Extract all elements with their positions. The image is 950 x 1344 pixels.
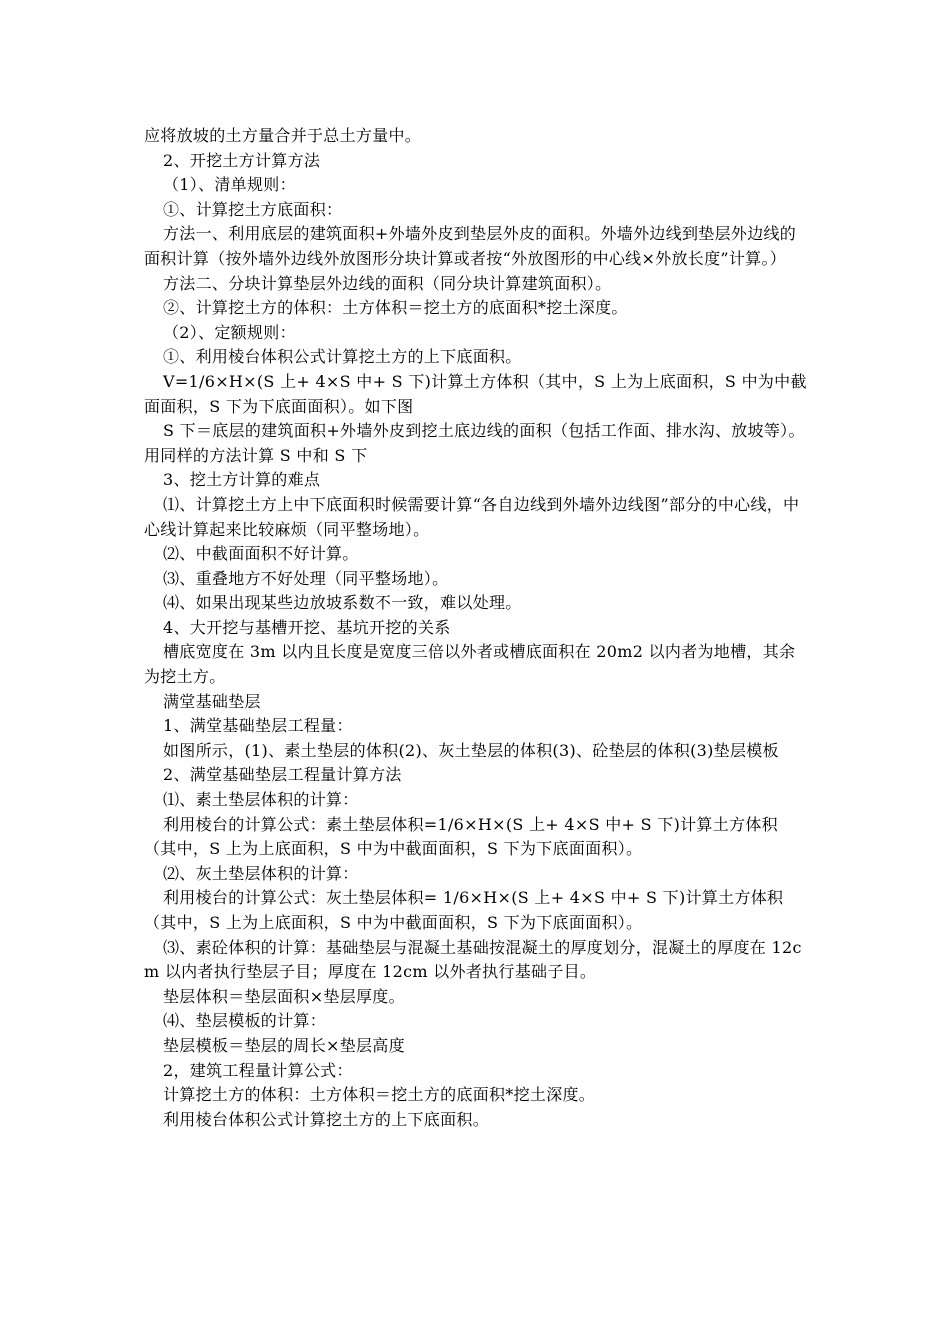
step-bottom-area: ①、计算挖土方底面积： <box>163 199 343 219</box>
s-bottom-paragraph: S 下＝底层的建筑面积+外墙外皮到挖土底边线的面积（包括工作面、排水沟、放坡等）。 <box>163 421 805 441</box>
subheading-quota-rules: （2）、定额规则： <box>163 322 296 342</box>
trench-definition: 槽底宽度在 3m 以内且长度是宽度三倍以外者或槽底面积在 20m2 以内者为地槽，其余为挖土方。 <box>144 642 796 687</box>
formwork-heading: ⑷、垫层模板的计算： <box>163 1011 327 1031</box>
step-volume: ②、计算挖土方的体积：土方体积＝挖土方的底面积*挖土深度。 <box>163 298 628 318</box>
lime-soil-heading: ⑵、灰土垫层体积的计算： <box>163 863 359 883</box>
difficulty-2: ⑵、中截面面积不好计算。 <box>163 544 359 564</box>
cushion-items: 如图所示，(1)、素土垫层的体积(2)、灰土垫层的体积(3)、砼垫层的体积(3)垫层模板 <box>163 740 779 760</box>
cushion-volume-formula: 垫层体积＝垫层面积×垫层厚度。 <box>163 986 405 1006</box>
heading-relationship: 4、大开挖与基槽开挖、基坑开挖的关系 <box>163 617 451 637</box>
excavation-volume-formula: 计算挖土方的体积：土方体积＝挖土方的底面积*挖土深度。 <box>163 1085 596 1105</box>
plain-soil-formula: 利用棱台的计算公式：素土垫层体积=1/6×H×(S 上+ 4×S 中+ S 下)计算土方体积（其中，S 上为上底面积，S 中为中截面面积，S 下为下底面面积）。 <box>144 814 778 859</box>
formwork-formula: 垫层模板＝垫层的周长×垫层高度 <box>163 1035 405 1055</box>
heading-cushion-method: 2、满堂基础垫层工程量计算方法 <box>163 765 402 785</box>
step-frustum-formula: ①、利用棱台体积公式计算挖土方的上下底面积。 <box>163 347 522 367</box>
same-method-paragraph: 用同样的方法计算 S 中和 S 下 <box>144 445 368 465</box>
difficulty-3: ⑶、重叠地方不好处理（同平整场地）。 <box>163 568 449 588</box>
document-body <box>144 124 809 1132</box>
plain-soil-heading: ⑴、素土垫层体积的计算： <box>163 790 359 810</box>
heading-raft-cushion: 满堂基础垫层 <box>163 691 261 711</box>
difficulty-4: ⑷、如果出现某些边放坡系数不一致，难以处理。 <box>163 593 522 613</box>
subheading-list-rules: （1）、清单规则： <box>163 175 296 195</box>
heading-excavation-method: 2、开挖土方计算方法 <box>163 150 321 170</box>
paragraph-1: 应将放坡的土方量合并于总土方量中。 <box>144 126 422 145</box>
method-two-paragraph: 方法二、分块计算垫层外边线的面积（同分块计算建筑面积）。 <box>163 273 612 293</box>
difficulty-1: ⑴、计算挖土方上中下底面积时候需要计算“各自边线到外墙外边线图”部分的中心线，中心线计算起来比较麻烦（同平整场地）。 <box>144 494 800 539</box>
heading-cushion-quantity: 1、满堂基础垫层工程量： <box>163 716 353 736</box>
method-one-paragraph: 方法一、利用底层的建筑面积+外墙外皮到垫层外皮的面积。外墙外边线到垫层外边线的面积计算（按外墙外边线外放图形分块计算或者按“外放图形的中心线×外放长度”计算。） <box>144 224 797 268</box>
heading-quantity-formulas: 2，建筑工程量计算公式： <box>163 1060 353 1080</box>
frustum-area-paragraph: 利用棱台体积公式计算挖土方的上下底面积。 <box>163 1109 490 1129</box>
heading-difficulties: 3、挖土方计算的难点 <box>163 470 321 490</box>
lime-soil-formula: 利用棱台的计算公式：灰土垫层体积= 1/6×H×(S 上+ 4×S 中+ S 下)计算土方体积（其中，S 上为上底面积，S 中为中截面面积，S 下为下底面面积）。 <box>144 888 784 932</box>
formula-paragraph: V=1/6×H×(S 上+ 4×S 中+ S 下)计算土方体积（其中，S 上为上底面积，S 中为中截面面积，S 下为下底面面积）。如下图 <box>144 371 807 416</box>
concrete-cushion-paragraph: ⑶、素砼体积的计算：基础垫层与混凝土基础按混凝土的厚度划分，混凝土的厚度在 12cm 以内者执行垫层子目；厚度在 12cm 以外者执行基础子目。 <box>144 937 802 982</box>
